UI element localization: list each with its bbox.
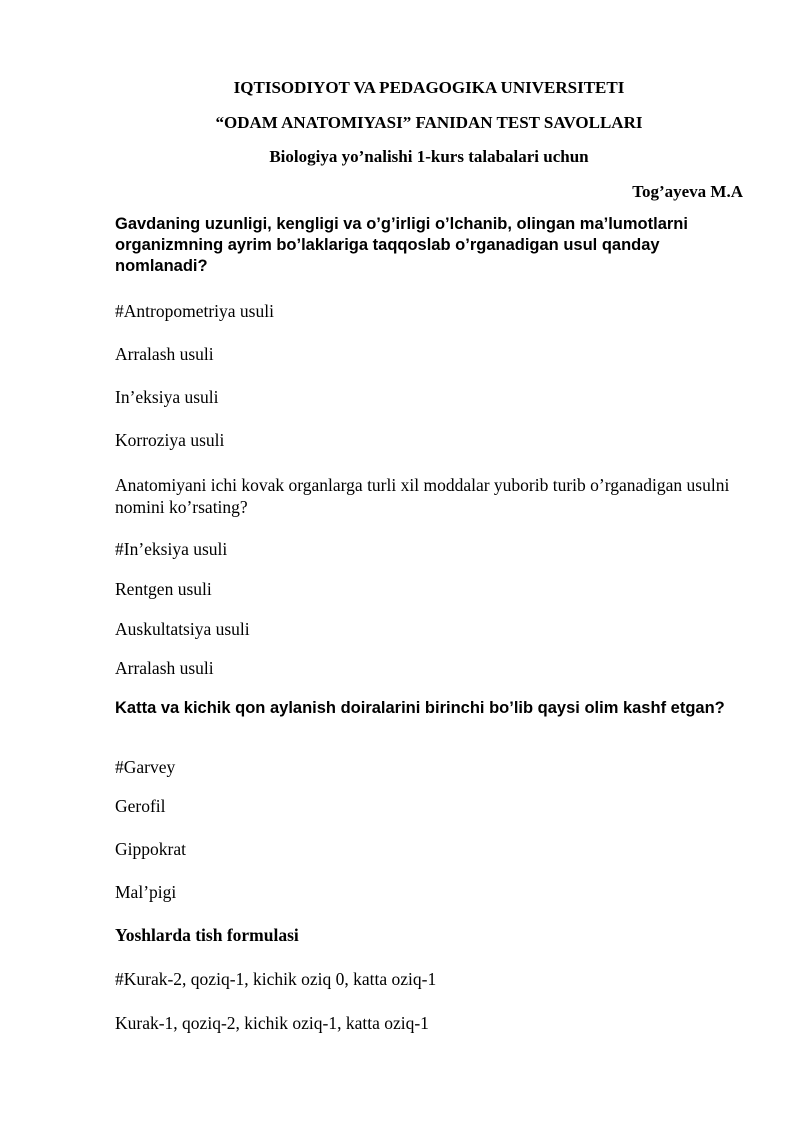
question-2-text: Anatomiyani ichi kovak organlarga turli xil moddalar yuborib turib o’rganadigan usulni nomini ko’rsating? <box>115 475 730 517</box>
question-2-option-3: Auskultatsiya usuli <box>115 619 250 639</box>
subject-title: “ODAM ANATOMIYASI” FANIDAN TEST SAVOLLARI <box>215 113 643 132</box>
question-2-option-4: Arralash usuli <box>115 658 214 678</box>
question-1-option-3: In’eksiya usuli <box>115 387 219 407</box>
question-4-text: Yoshlarda tish formulasi <box>115 925 299 945</box>
question-2-option-2: Rentgen usuli <box>115 579 212 599</box>
audience-subtitle: Biologiya yo’nalishi 1-kurs talabalari uchun <box>269 147 589 166</box>
university-title: IQTISODIYOT VA PEDAGOGIKA UNIVERSITETI <box>233 78 625 97</box>
question-1-option-2: Arralash usuli <box>115 344 214 364</box>
question-3-option-3: Gippokrat <box>115 839 186 859</box>
question-2-option-1: #In’eksiya usuli <box>115 539 228 559</box>
author-name: Tog’ayeva M.A <box>632 182 743 201</box>
question-3-option-1: #Garvey <box>115 757 176 777</box>
question-1-text: Gavdaning uzunligi, kengligi va o’g’irligi o’lchanib, olingan ma’lumotlarni organizmning ayrim bo’laklariga taqqoslab o’rganadigan usul qanday nomlanadi? <box>115 215 688 275</box>
question-4-option-1: #Kurak-2, qoziq-1, kichik oziq 0, katta oziq-1 <box>115 969 437 989</box>
question-4-option-2: Kurak-1, qoziq-2, kichik oziq-1, katta oziq-1 <box>115 1013 429 1033</box>
question-3-text: Katta va kichik qon aylanish doiralarini birinchi bo’lib qaysi olim kashf etgan? <box>115 699 725 717</box>
question-3-option-2: Gerofil <box>115 796 166 816</box>
question-1-option-4: Korroziya usuli <box>115 430 225 450</box>
question-1-option-1: #Antropometriya usuli <box>115 301 274 321</box>
question-3-option-4: Mal’pigi <box>115 882 177 902</box>
